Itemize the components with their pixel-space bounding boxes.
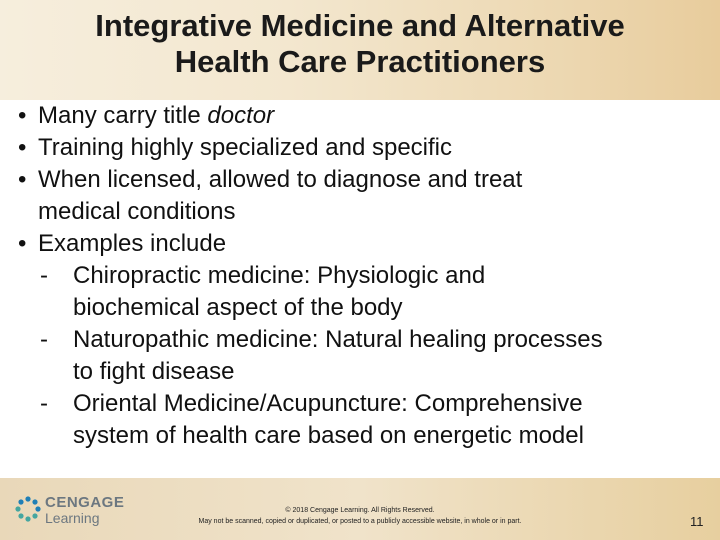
- copyright-line-1: © 2018 Cengage Learning. All Rights Reserved.: [285, 507, 435, 514]
- copyright-line-2: May not be scanned, copied or duplicated, or posted to a publicly accessible website, in whole or in part.: [198, 518, 522, 525]
- sub-bullet-item: [18, 388, 708, 452]
- cengage-logo: [14, 494, 129, 532]
- bullet-item: [18, 132, 708, 164]
- copyright-notice: [140, 505, 580, 527]
- sub-bullet-text-line-2: to fight disease: [73, 358, 235, 385]
- bullet-text: Many carry title: [38, 102, 208, 129]
- bullet-item: [18, 100, 708, 132]
- sub-bullet-text-line-1: Naturopathic medicine: Natural healing processes: [73, 326, 603, 353]
- slide-title-line-1: Integrative Medicine and Alternative: [95, 8, 625, 43]
- sub-bullet-item: [18, 324, 708, 388]
- sub-bullet-dash: -: [40, 326, 48, 353]
- page-number: 11: [690, 514, 704, 529]
- cengage-logo-icon: [14, 495, 42, 527]
- sub-bullet-item: [18, 260, 708, 324]
- bullet-item: [18, 228, 708, 260]
- sub-bullet-text-line-2: system of health care based on energetic model: [73, 422, 584, 449]
- bullet-emphasis: doctor: [207, 102, 275, 129]
- bullet-item: [18, 164, 708, 228]
- sub-bullet-dash: -: [40, 390, 48, 417]
- logo-wordmark-top: CENGAGE: [45, 494, 125, 511]
- sub-bullet-text-line-2: biochemical aspect of the body: [73, 294, 403, 321]
- bullet-text-line-1: When licensed, allowed to diagnose and treat: [38, 166, 523, 193]
- sub-bullet-dash: -: [40, 262, 48, 289]
- sub-bullet-text-line-1: Oriental Medicine/Acupuncture: Comprehensive: [73, 390, 583, 417]
- slide-header: [0, 0, 720, 100]
- slide-title-line-2: Health Care Practitioners: [174, 44, 546, 79]
- bullet-text: Training highly specialized and specific: [38, 134, 452, 161]
- bullet-list: [18, 100, 708, 452]
- bullet-text: Examples include: [38, 230, 227, 257]
- logo-wordmark-bottom: Learning: [45, 510, 100, 526]
- sub-bullet-text-line-1: Chiropractic medicine: Physiologic and: [73, 262, 486, 289]
- slide-title: [0, 8, 720, 80]
- bullet-text-line-2: medical conditions: [38, 198, 236, 225]
- slide-footer: [0, 478, 720, 540]
